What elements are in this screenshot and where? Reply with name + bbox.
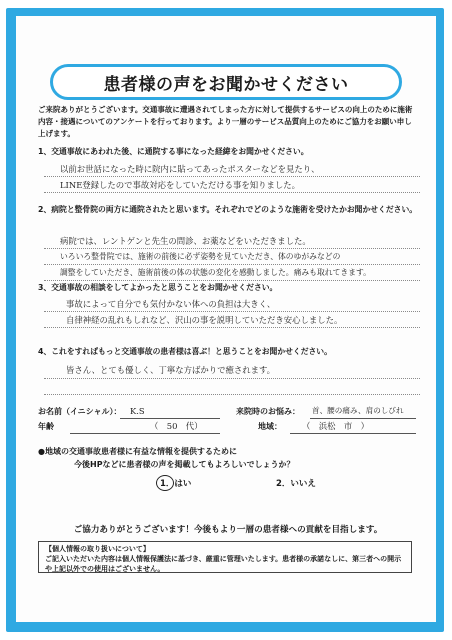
answer-rule <box>44 176 420 177</box>
answer-1-line-2: LINE登録したので事故対応をしていただける事を知りました。 <box>60 180 301 190</box>
answer-rule <box>44 394 420 395</box>
answer-3-line-2: 自律神経の乱れもしれなど、沢山の事を説明していただき安心しました。 <box>66 315 343 325</box>
answer-rule <box>44 378 420 379</box>
consent-question-line-2: 今後HPなどに患者様の声を掲載してもよろしいでしょうか？ <box>74 460 295 469</box>
age-underline <box>70 433 220 434</box>
symptoms-value: 首、腰の痛み、肩のしびれ <box>312 406 404 415</box>
age-label: 年齢 <box>38 422 54 431</box>
answer-2-line-1: 病院では、レントゲンと先生の問診、お薬などをいただきました。 <box>60 236 311 246</box>
survey-title-banner <box>50 64 402 100</box>
answer-rule <box>44 264 420 265</box>
intro-text: ご来院ありがとうございます。交通事故に遭遇されてしまった方に対して提供するサービスの向上のために施術内容・接遇についてのアンケートを行っております。より一層のサービス品質向上のためにご協力をお願い申し上げます。 <box>38 105 413 138</box>
answer-2-line-3: 調整をしていただき、施術前後の体の状態の変化を感動しました。痛みも取れてきます。 <box>60 268 371 277</box>
privacy-body: ご記入いただいた内容は個人情報保護法に基づき、厳重に管理いたします。患者様の承諾なしに、第三者への開示や上記以外での使用はございません。 <box>45 555 402 573</box>
name-label: お名前（イニシャル）： <box>38 407 122 416</box>
symptoms-underline <box>310 418 416 419</box>
consent-question-line-1: ●地域の交通事故患者様に有益な情報を提供するために <box>38 447 237 456</box>
question-3: 3、交通事故の相談をしてよかったと思うことをお聞かせください。 <box>38 283 278 292</box>
thanks-message: ご協力ありがとうございます！今後もより一層の患者様への貢献を目指します。 <box>73 525 383 535</box>
region-value: （ 浜松 市 ） <box>302 421 369 431</box>
answer-rule <box>44 327 420 328</box>
answer-4-line-1: 皆さん、とても優しく、丁寧な方ばかりで癒されます。 <box>66 365 276 375</box>
answer-rule <box>44 248 420 249</box>
answer-1-line-1: 以前お世話になった時に院内に貼ってあったポスターなどを見たり、 <box>60 164 320 174</box>
privacy-notice <box>38 541 412 573</box>
answer-3-line-1: 事故によって自分でも気付かない体への負担は大きく、 <box>66 299 276 309</box>
question-4: 4、これをすればもっと交通事故の患者様は喜ぶ！と思うことをお聞かせください。 <box>38 347 332 356</box>
answer-rule <box>44 311 420 312</box>
survey-title: 患者様の声をお聞かせください <box>103 74 349 95</box>
option-no[interactable]: 2．いいえ <box>276 479 316 489</box>
region-label: 地域： <box>258 422 282 431</box>
name-underline <box>120 418 220 419</box>
answer-rule <box>44 192 420 193</box>
option-yes[interactable]: 1．はい <box>160 479 192 489</box>
age-value: （ 50 代） <box>150 421 203 431</box>
question-2: 2、病院と整骨院の両方に通院されたと思います。それぞれでどのような施術を受けたかお聞かせください。 <box>38 205 418 214</box>
name-value: K.S <box>130 406 145 416</box>
privacy-heading: 【個人情報の取り扱いについて】 <box>45 545 150 553</box>
region-underline <box>290 433 416 434</box>
question-1: 1、交通事故にあわれた後、に通院する事になった経緯をお聞かせください。 <box>38 147 309 156</box>
answer-rule <box>44 280 420 281</box>
symptoms-label: 来院時のお悩み： <box>236 407 300 416</box>
answer-2-line-2: いろいろ整骨院では、施術の前後に必ず姿勢を見ていただき、体のゆがみなどの <box>60 252 341 261</box>
